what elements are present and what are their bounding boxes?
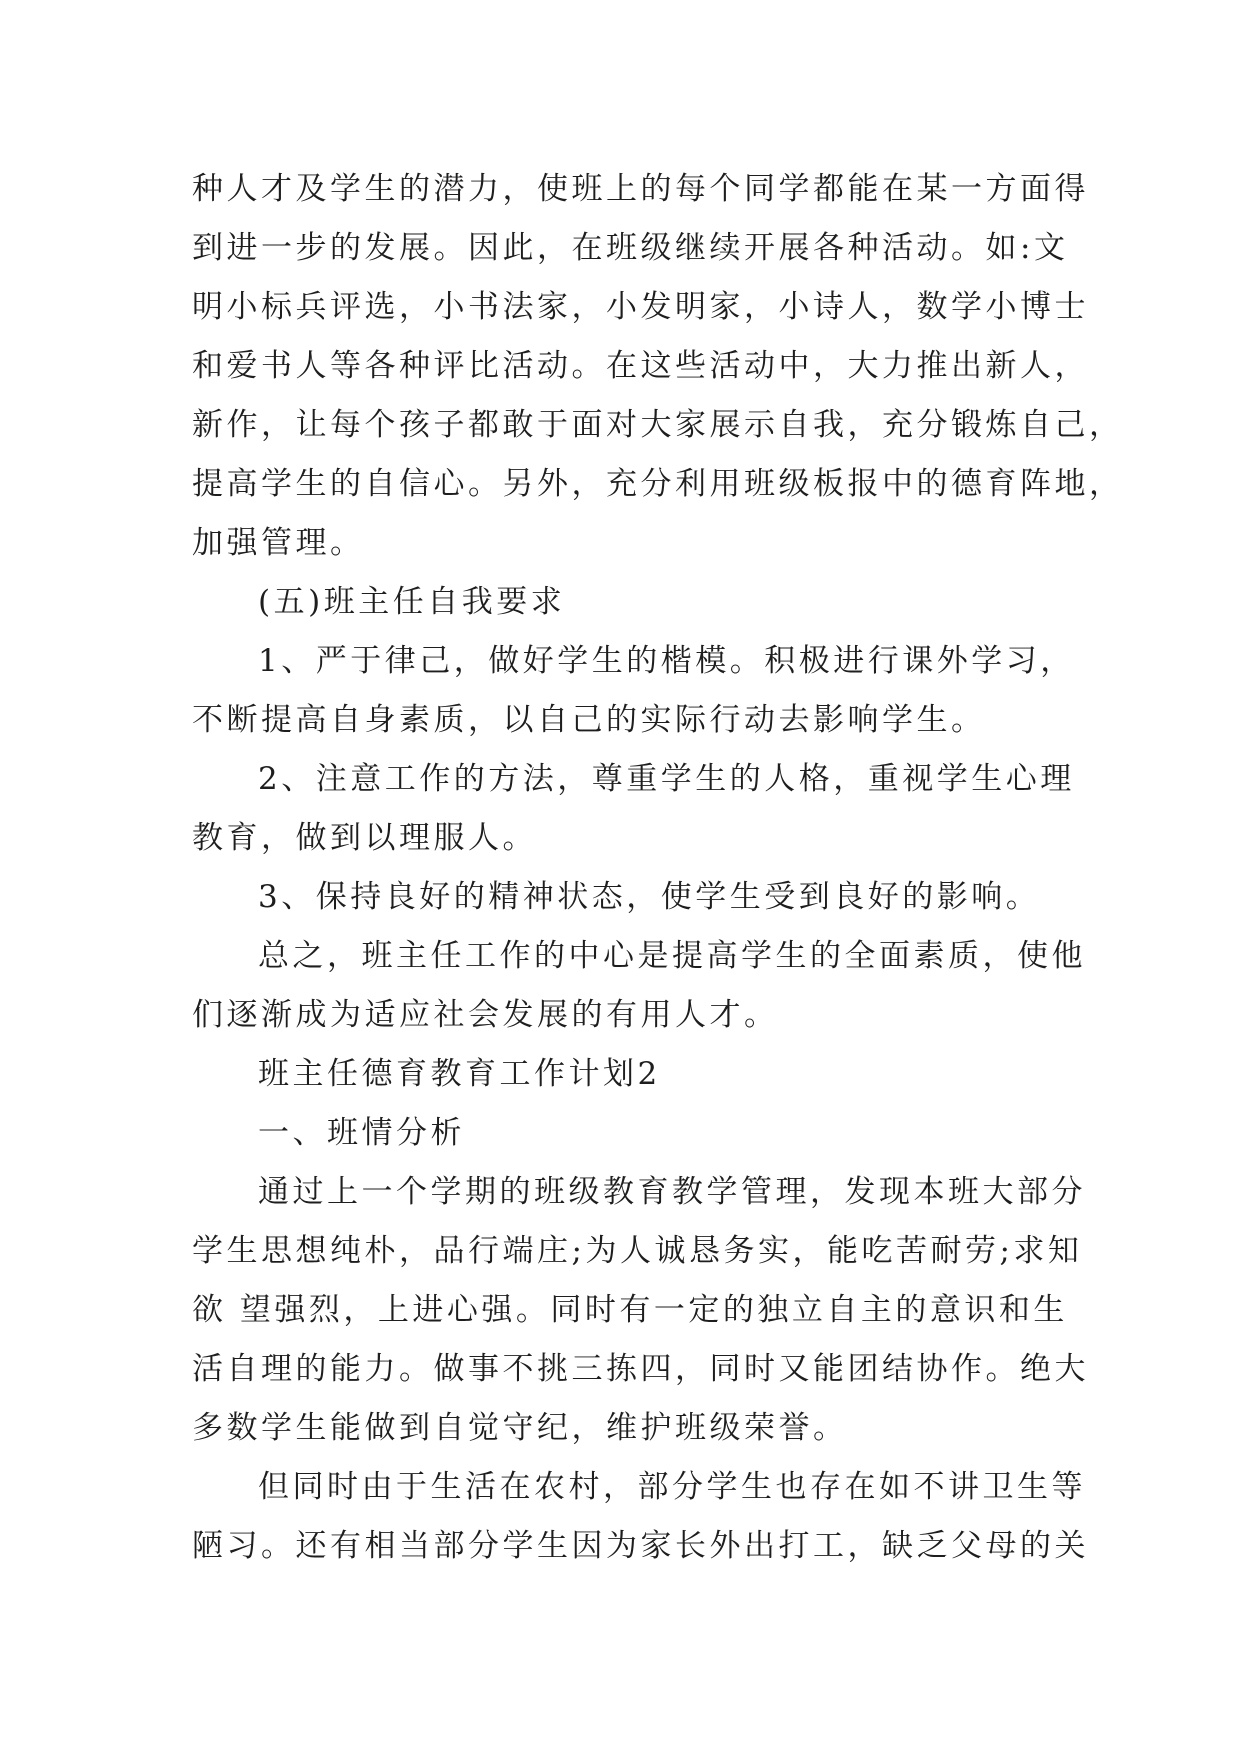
text-line: 多数学生能做到自觉守纪，维护班级荣誉。 (192, 1410, 848, 1446)
text-line: 们逐渐成为适应社会发展的有用人才。 (192, 997, 779, 1033)
section-heading: (五)班主任自我要求 (258, 584, 566, 620)
text-line: 学生思想纯朴，品行端庄;为人诚恳务实，能吃苦耐劳;求知 (192, 1233, 1083, 1269)
text-line: 提高学生的自信心。另外，充分利用班级板报中的德育阵地， (192, 466, 1124, 502)
document-title: 班主任德育教育工作计划2 (258, 1056, 661, 1092)
document-body (192, 160, 1124, 1576)
text-line: 欲 望强烈，上进心强。同时有一定的独立自主的意识和生 (192, 1292, 1068, 1328)
text-line: 和爱书人等各种评比活动。在这些活动中，大力推出新人， (192, 348, 1089, 384)
list-item: 3、保持良好的精神状态，使学生受到良好的影响。 (258, 879, 1041, 915)
text-line: 但同时由于生活在农村，部分学生也存在如不讲卫生等 (258, 1469, 1086, 1505)
text-line: 新作，让每个孩子都敢于面对大家展示自我，充分锻炼自己， (192, 407, 1124, 443)
text-line: 到进一步的发展。因此，在班级继续开展各种活动。如:文 (192, 230, 1069, 266)
text-line: 不断提高自身素质，以自己的实际行动去影响学生。 (192, 702, 986, 738)
text-line: 总之，班主任工作的中心是提高学生的全面素质，使他 (258, 938, 1086, 974)
text-line: 活自理的能力。做事不挑三拣四，同时又能团结协作。绝大 (192, 1351, 1089, 1387)
text-line: 种人才及学生的潜力，使班上的每个同学都能在某一方面得 (192, 171, 1089, 207)
list-item: 1、严于律己，做好学生的楷模。积极进行课外学习， (258, 643, 1075, 679)
text-line: 通过上一个学期的班级教育教学管理，发现本班大部分 (258, 1174, 1086, 1210)
text-block (192, 160, 1124, 1576)
section-heading: 一、班情分析 (258, 1115, 465, 1151)
text-line: 陋习。还有相当部分学生因为家长外出打工，缺乏父母的关 (192, 1528, 1089, 1564)
text-line: 教育，做到以理服人。 (192, 820, 537, 856)
list-item: 2、注意工作的方法，尊重学生的人格，重视学生心理 (258, 761, 1075, 797)
text-line: 明小标兵评选，小书法家，小发明家，小诗人，数学小博士 (192, 289, 1089, 325)
text-line: 加强管理。 (192, 525, 365, 561)
